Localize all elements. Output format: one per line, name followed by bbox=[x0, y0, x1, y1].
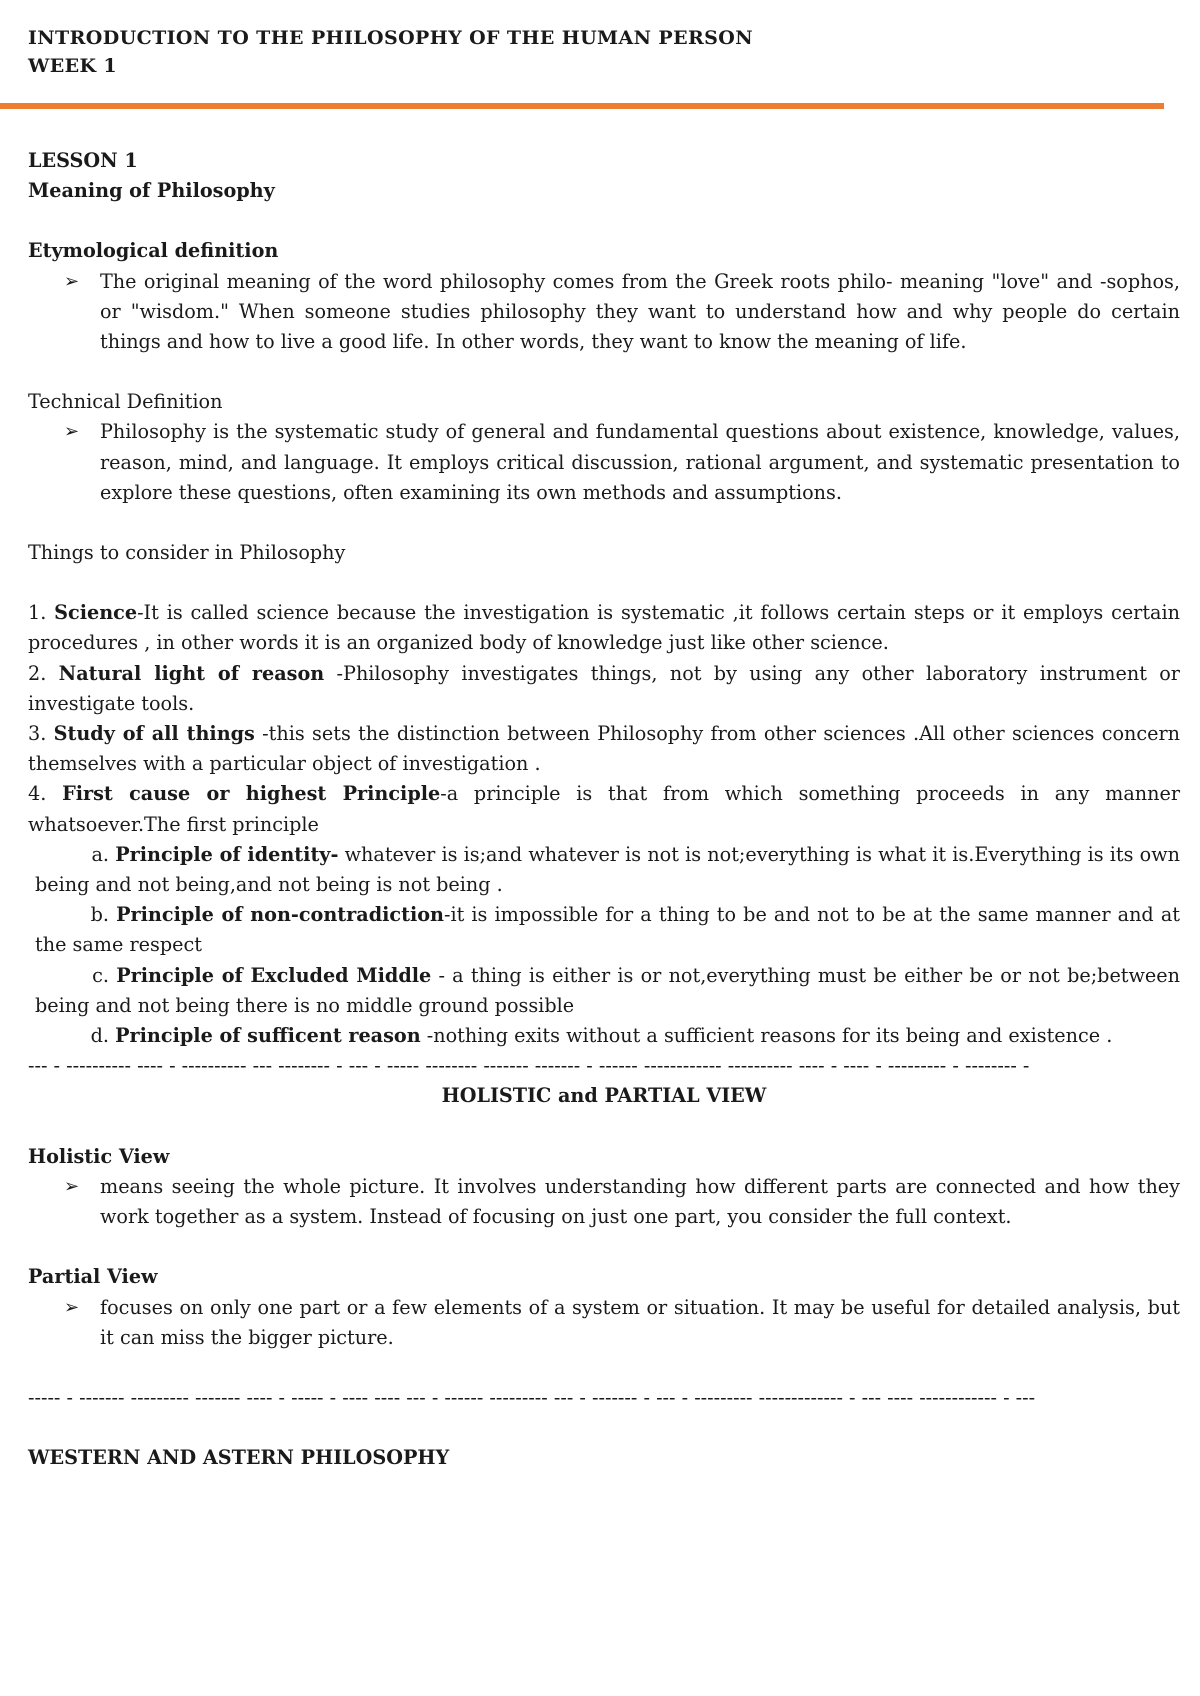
item-text: -Philosophy investigates things, not by using any other laboratory instrument or investigate tools. bbox=[28, 661, 1180, 715]
principle-text: whatever is is;and whatever is not is not;everything is what it is.Everything is its own being and not being,and not being is not being . bbox=[35, 842, 1180, 897]
holistic-heading: Holistic View bbox=[28, 1144, 170, 1168]
item-term: Study of all things bbox=[53, 722, 255, 746]
document-body bbox=[28, 146, 1180, 1473]
technical-heading: Technical Definition bbox=[28, 390, 223, 414]
course-title: INTRODUCTION TO THE PHILOSOPHY OF THE HUMAN PERSON bbox=[28, 27, 753, 49]
things-heading: Things to consider in Philosophy bbox=[28, 541, 346, 565]
principle-text: - a thing is either is or not,everything must be either be or not be;between being and not being there is no middle ground possible bbox=[35, 963, 1181, 1017]
section-title-holistic-partial: HOLISTIC and PARTIAL VIEW bbox=[441, 1084, 767, 1108]
arrow-bullet-icon: ➢ bbox=[64, 421, 80, 443]
principle-item: c. Principle of Excluded Middle - a thing is either is or not,everything must be either be or not be;between being and not being there is no middle ground possible bbox=[35, 963, 1181, 1017]
holistic-bullet bbox=[64, 1172, 1180, 1232]
principle-item: b. Principle of non-contradiction-it is impossible for a thing to be and not to be at the same manner and at the same respect bbox=[35, 903, 1180, 957]
week-label: WEEK 1 bbox=[28, 55, 118, 77]
etymological-heading: Etymological definition bbox=[28, 239, 279, 263]
lesson-title: Meaning of Philosophy bbox=[28, 179, 275, 203]
partial-heading: Partial View bbox=[28, 1265, 158, 1289]
list-item: 3. Study of all things -this sets the distinction between Philosophy from other sciences .All other sciences concern themselves with a particular object of investigation . bbox=[28, 722, 1181, 776]
list-item: 4. First cause or highest Principle-a principle is that from which something proceeds in any manner whatsoever.The first principle bbox=[28, 782, 1180, 836]
principle-item: a. Principle of identity- whatever is is;and whatever is not is not;everything is what it is.Everything is its own being and not being,and not being is not being . bbox=[35, 842, 1180, 897]
western-eastern-title: WESTERN AND ASTERN PHILOSOPHY bbox=[28, 1446, 450, 1470]
arrow-bullet-icon: ➢ bbox=[64, 1175, 80, 1197]
item-text: -It is called science because the investigation is systematic ,it follows certain steps or it employs certain procedures , in other words it is an organized body of knowledge just like other science. bbox=[28, 601, 1180, 655]
principle-text: -it is impossible for a thing to be and not to be at the same manner and at the same respect bbox=[35, 903, 1180, 957]
item-text: -a principle is that from which something proceeds in any manner whatsoever.The first principle bbox=[28, 782, 1180, 836]
list-item: 1. Science-It is called science because the investigation is systematic ,it follows certain steps or it employs certain procedures , in other words it is an organized body of knowledge just like other science. bbox=[28, 601, 1180, 655]
principle-item: d. Principle of sufficent reason -nothing exits without a sufficient reasons for its being and existence . bbox=[90, 1024, 1113, 1048]
header-divider bbox=[0, 103, 1164, 109]
principle-term: Principle of sufficent reason bbox=[115, 1024, 421, 1048]
technical-bullet bbox=[64, 417, 1180, 508]
principle-text: -nothing exits without a sufficient reasons for its being and existence . bbox=[420, 1024, 1113, 1048]
arrow-bullet-icon: ➢ bbox=[64, 1296, 80, 1318]
technical-text: Philosophy is the systematic study of general and fundamental questions about existence, knowledge, values, reason, mind, and language. It employs critical discussion, rational argument, and systematic presentation to explore these questions, often examining its own methods and assumptions. bbox=[100, 420, 1180, 504]
item-term: First cause or highest Principle bbox=[62, 782, 441, 806]
dashed-separator: ----- - ------- --------- ------- ---- - ----- - ---- ---- --- - ------ --------- --- - ------- - --- - --------- ------------- - --- ---- ------------ - --- bbox=[28, 1385, 1036, 1409]
principle-term: Principle of identity- bbox=[115, 842, 339, 866]
etymological-bullet bbox=[64, 267, 1180, 358]
etymological-text: The original meaning of the word philosophy comes from the Greek roots philo- meaning "love" and -sophos, or "wisdom." When someone studies philosophy they want to understand how and why people do certain things and how to live a good life. In other words, they want to know the meaning of life. bbox=[100, 269, 1180, 354]
principle-term: Principle of non-contradiction bbox=[116, 903, 444, 927]
holistic-text: means seeing the whole picture. It involves understanding how different parts are connected and how they work together as a system. Instead of focusing on just one part, you consider the full context. bbox=[100, 1174, 1180, 1229]
list-item: 2. Natural light of reason -Philosophy investigates things, not by using any other laboratory instrument or investigate tools. bbox=[28, 661, 1180, 715]
dashed-separator: --- - ---------- ---- - ---------- --- -------- - --- - ----- -------- ------- ------- - ------ ------------ ---------- ---- - ---- - --------- - -------- - bbox=[28, 1054, 1030, 1078]
partial-bullet bbox=[64, 1293, 1180, 1353]
arrow-bullet-icon: ➢ bbox=[64, 270, 80, 292]
item-text: -this sets the distinction between Philosophy from other sciences .All other sciences concern themselves with a particular object of investigation . bbox=[28, 722, 1181, 776]
principle-term: Principle of Excluded Middle bbox=[116, 963, 432, 987]
item-term: Natural light of reason bbox=[58, 661, 325, 685]
item-term: Science bbox=[54, 601, 138, 625]
partial-text: focuses on only one part or a few elements of a system or situation. It may be useful for detailed analysis, but it can miss the bigger picture. bbox=[100, 1295, 1180, 1349]
lesson-number: LESSON 1 bbox=[28, 149, 138, 172]
